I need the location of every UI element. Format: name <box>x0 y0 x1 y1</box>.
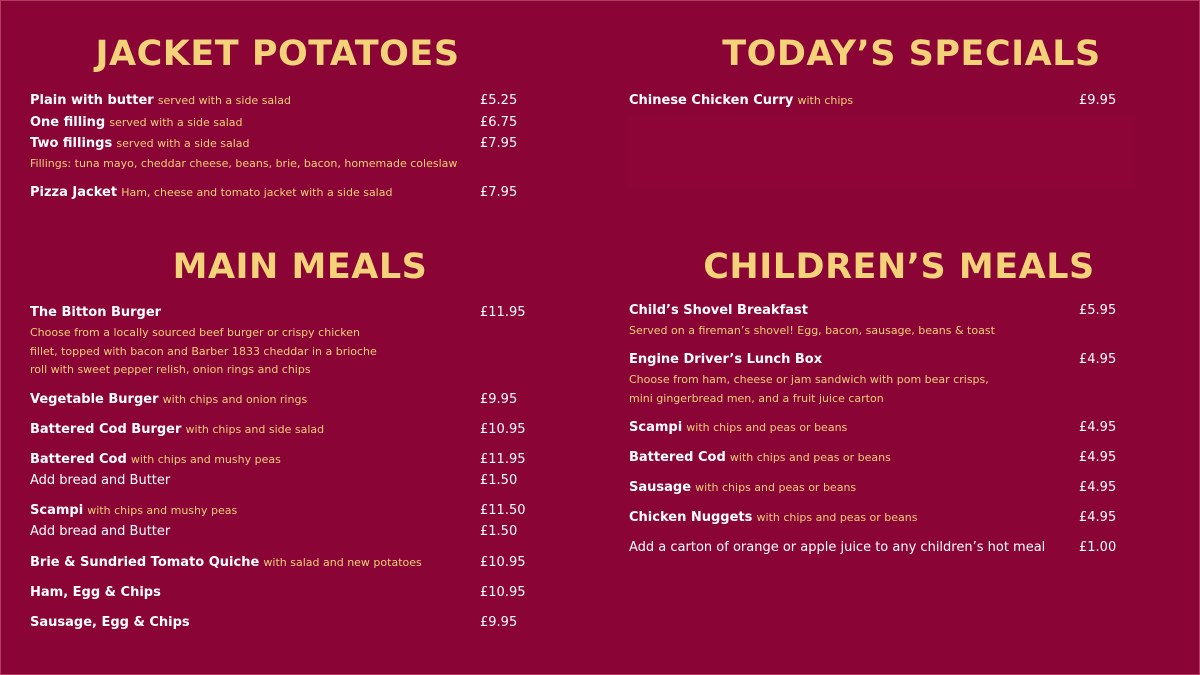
item-price: £7.95 <box>480 185 518 200</box>
item-price: £9.95 <box>480 392 518 407</box>
menu-item: Battered Cod Burger with chips and side salad <box>30 422 325 437</box>
jacket-potatoes-title: JACKET POTATOES <box>95 34 460 74</box>
menu-item: Add bread and Butter <box>30 524 171 539</box>
item-price: £1.50 <box>480 473 518 488</box>
fillings-note: Fillings: tuna mayo, cheddar cheese, beans, brie, bacon, homemade coleslaw <box>30 157 458 170</box>
menu-item: Engine Driver’s Lunch Box <box>629 352 823 367</box>
item-price: £10.95 <box>480 585 526 600</box>
menu-item: The Bitton Burger <box>30 305 162 320</box>
item-price: £5.95 <box>1079 303 1117 318</box>
item-description: Served on a fireman’s shovel! Egg, bacon, sausage, beans & toast <box>629 324 995 337</box>
item-price: £5.25 <box>480 93 518 108</box>
menu-item: Chicken Nuggets with chips and peas or beans <box>629 510 918 525</box>
menu-item: Add bread and Butter <box>30 473 171 488</box>
item-price: £10.95 <box>480 422 526 437</box>
childrens-meals-section <box>629 0 1189 675</box>
menu-item: Pizza Jacket Ham, cheese and tomato jacket with a side salad <box>30 185 393 200</box>
item-price: £9.95 <box>1079 93 1117 108</box>
item-price: £4.95 <box>1079 450 1117 465</box>
childrens-meals-title: CHILDREN’S MEALS <box>703 247 1095 287</box>
item-description: Choose from ham, cheese or jam sandwich with pom bear crisps, mini gingerbread men, and a fruit juice carton <box>629 373 989 405</box>
item-price: £1.00 <box>1079 540 1117 555</box>
item-price: £11.50 <box>480 503 526 518</box>
menu-item: Scampi with chips and peas or beans <box>629 420 848 435</box>
menu-item: Sausage, Egg & Chips <box>30 615 190 630</box>
menu-item: Plain with butter served with a side salad <box>30 93 291 108</box>
item-price: £11.95 <box>480 305 526 320</box>
menu-item: Sausage with chips and peas or beans <box>629 480 857 495</box>
item-price: £4.95 <box>1079 480 1117 495</box>
menu-item: Battered Cod with chips and mushy peas <box>30 452 281 467</box>
menu-item: Two fillings served with a side salad <box>30 136 250 151</box>
item-price: £1.50 <box>480 524 518 539</box>
item-price: £6.75 <box>480 115 518 130</box>
menu-item: Ham, Egg & Chips <box>30 585 161 600</box>
menu-item: Brie & Sundried Tomato Quiche with salad and new potatoes <box>30 555 422 570</box>
menu-item: One filling served with a side salad <box>30 115 243 130</box>
todays-specials-title: TODAY’S SPECIALS <box>722 34 1101 74</box>
item-price: £4.95 <box>1079 420 1117 435</box>
item-price: £4.95 <box>1079 510 1117 525</box>
item-description: Choose from a locally sourced beef burger or crispy chicken fillet, topped with bacon and Barber 1833 cheddar in a brioche roll with sweet pepper relish, onion rings and chips <box>30 326 377 376</box>
main-meals-section <box>30 0 590 675</box>
menu-item: Chinese Chicken Curry with chips <box>629 93 854 108</box>
item-price: £9.95 <box>480 615 518 630</box>
menu-item: Add a carton of orange or apple juice to any children’s hot meal <box>629 540 1046 555</box>
main-meals-title: MAIN MEALS <box>172 247 428 287</box>
menu-item: Child’s Shovel Breakfast <box>629 303 808 318</box>
menu-item: Scampi with chips and mushy peas <box>30 503 238 518</box>
menu-item: Battered Cod with chips and peas or beans <box>629 450 891 465</box>
item-price: £7.95 <box>480 136 518 151</box>
item-price: £11.95 <box>480 452 526 467</box>
menu-item: Vegetable Burger with chips and onion rings <box>30 392 308 407</box>
item-price: £10.95 <box>480 555 526 570</box>
item-price: £4.95 <box>1079 352 1117 367</box>
